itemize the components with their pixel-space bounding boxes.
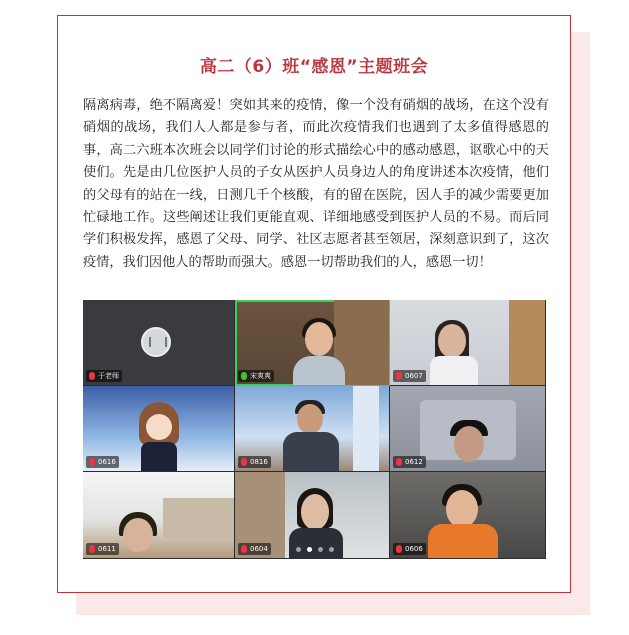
participant-tile-active-speaker[interactable] — [235, 300, 390, 386]
participant-name: 0816 — [250, 458, 268, 466]
participant-video — [293, 322, 345, 386]
mic-muted-icon — [396, 458, 402, 466]
face — [438, 324, 466, 358]
window — [353, 386, 379, 472]
participant-label — [238, 456, 271, 468]
participant-tile[interactable] — [390, 386, 546, 472]
participant-label — [393, 370, 426, 382]
participant-label — [86, 456, 119, 468]
participant-tile[interactable] — [83, 300, 235, 386]
participant-tile[interactable] — [235, 472, 390, 559]
mic-muted-icon — [396, 372, 402, 380]
body — [428, 524, 498, 559]
face — [454, 426, 484, 462]
face — [301, 494, 329, 530]
article-card — [57, 15, 571, 593]
participant-label — [238, 370, 274, 382]
avatar — [141, 327, 171, 357]
participant-name: 宋爽爽 — [250, 372, 271, 380]
pager-dot[interactable] — [296, 547, 301, 552]
carousel-pager — [83, 547, 546, 552]
participant-name: 0604 — [250, 545, 268, 553]
participant-name: 0616 — [98, 458, 116, 466]
pager-dot[interactable] — [318, 547, 323, 552]
article-title: 高二（6）班“感恩”主题班会 — [199, 57, 429, 77]
mic-on-icon — [241, 372, 247, 380]
participant-name: 0612 — [405, 458, 423, 466]
body — [430, 356, 478, 386]
face — [297, 404, 323, 434]
participant-name: 0611 — [98, 545, 116, 553]
mic-muted-icon — [241, 458, 247, 466]
participant-tile[interactable] — [390, 300, 546, 386]
mic-muted-icon — [89, 458, 95, 466]
article-body: 隔离病毒，绝不隔离爱！突如其来的疫情，像一个没有硝烟的战场，在这个没有硝烟的战场，我们人人都是参与者，而此次疫情我们也遇到了太多值得感恩的事，高二六班本次班会以同学们讨论的形式描绘心中的感动感恩，讴歌心中的天使们。先是由几位医护人员的子女从医护人员身边人的角度讲述本次疫情，他们的父母有的站在一线，日测几千个核酸，有的留在医院，因人手的减少需要更加忙碌地工作。这些阐述让我们更能直观、详细地感受到医护人员的不易。而后同学们积极发挥，感恩了父母、同学、社区志愿者甚至领居，深刻意识到了，这次疫情，我们因他人的帮助而强大。感恩一切帮助我们的人，感恩一切！ — [83, 98, 549, 270]
participant-tile[interactable] — [390, 472, 546, 559]
face — [446, 490, 478, 528]
participant-name: 0606 — [405, 545, 423, 553]
participant-tile[interactable] — [83, 472, 235, 559]
participant-tile[interactable] — [83, 386, 235, 472]
door — [509, 300, 545, 386]
participant-tile[interactable] — [235, 386, 390, 472]
anime-avatar — [135, 402, 183, 472]
participant-name: 0607 — [405, 372, 423, 380]
participant-label — [86, 370, 122, 382]
body — [283, 432, 339, 472]
participant-label — [393, 456, 426, 468]
pager-dot[interactable] — [307, 547, 312, 552]
mic-muted-icon — [89, 372, 95, 380]
pager-dot[interactable] — [329, 547, 334, 552]
participant-name: 于老师 — [98, 372, 119, 380]
building — [163, 498, 235, 538]
body — [289, 528, 343, 559]
video-call-grid — [83, 300, 546, 559]
